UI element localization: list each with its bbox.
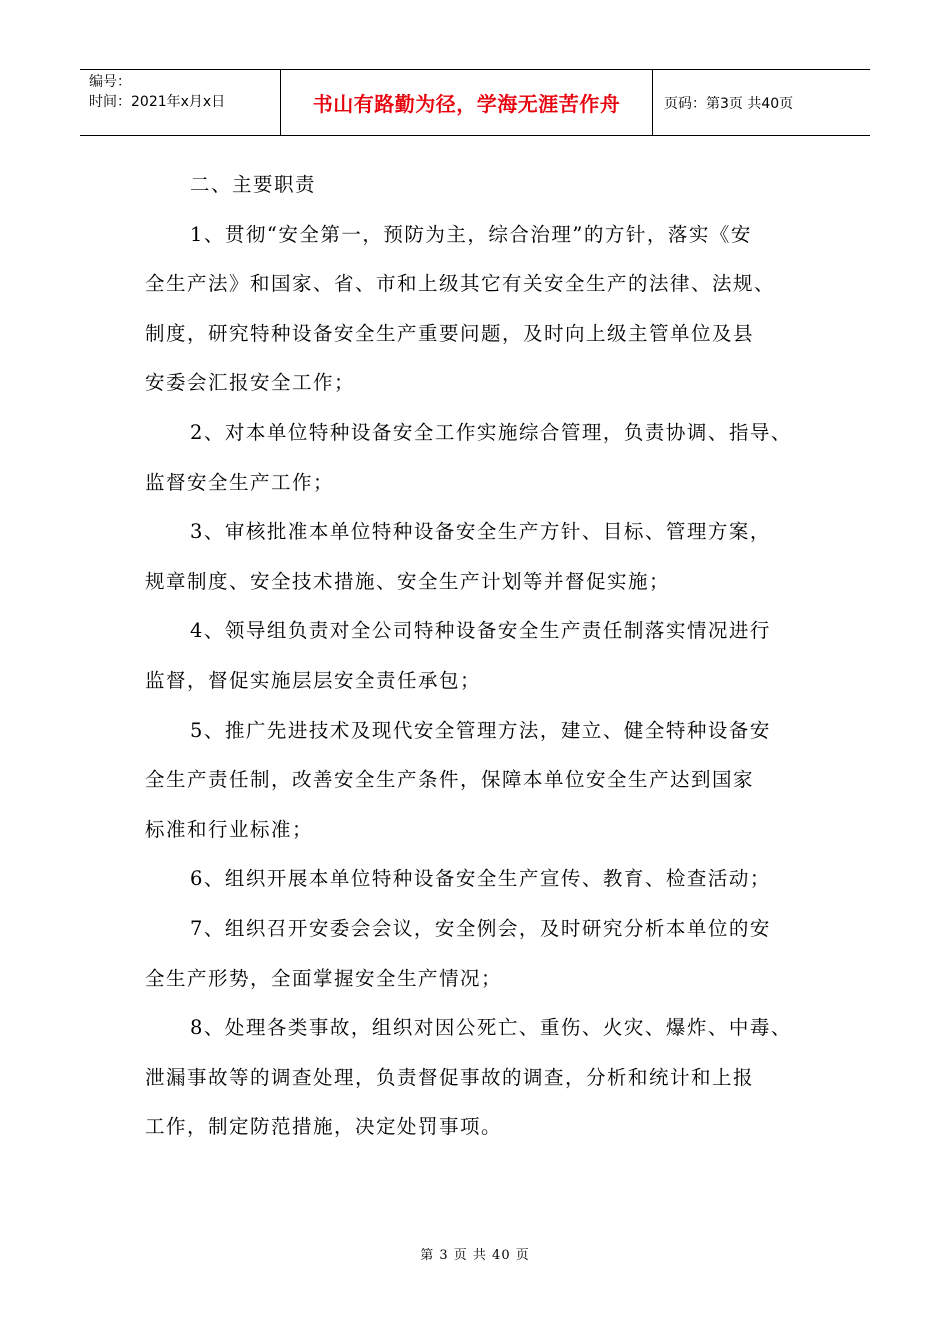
paragraph-line: 8、处理各类事故，组织对因公死亡、重伤、火灾、爆炸、中毒、 [190, 1016, 792, 1040]
duty-item-1 [145, 210, 810, 408]
duty-item-4 [145, 606, 810, 705]
paragraph-line: 7、组织召开安委会会议，安全例会，及时研究分析本单位的安 [190, 916, 771, 940]
duty-item-5 [145, 706, 810, 855]
header-motto: 书山有路勤为径，学海无涯苦作舟 [281, 70, 653, 135]
paragraph-line: 全生产形势，全面掌握安全生产情况； [145, 966, 503, 990]
paragraph-line: 监督安全生产工作； [145, 470, 335, 494]
paragraph-line: 3、审核批准本单位特种设备安全生产方针、目标、管理方案， [190, 520, 771, 544]
duty-item-8 [145, 1003, 810, 1152]
paragraph-line: 制度，研究特种设备安全生产重要问题，及时向上级主管单位及县 [145, 321, 755, 345]
header-page-info: 页码：第3页 共40页 [664, 95, 794, 112]
paragraph-line: 全生产责任制，改善安全生产条件，保障本单位安全生产达到国家 [145, 768, 755, 792]
paragraph-line: 全生产法》和国家、省、市和上级其它有关安全生产的法律、法规、 [145, 272, 776, 296]
duty-item-2 [145, 408, 810, 507]
paragraph-line: 安委会汇报安全工作； [145, 371, 356, 395]
page-footer: 第 3 页 共 40 页 [420, 1248, 530, 1263]
date-label: 时间：2021年x月x日 [89, 94, 226, 110]
document-body [145, 160, 810, 1152]
paragraph-line: 工作，制定防范措施，决定处罚事项。 [145, 1115, 503, 1139]
paragraph-line: 1、贯彻“安全第一，预防为主，综合治理”的方针，落实《安 [190, 222, 752, 246]
duty-item-7 [145, 904, 810, 1003]
page-header [80, 69, 870, 136]
paragraph-line: 监督，督促实施层层安全责任承包； [145, 668, 482, 692]
paragraph-line: 2、对本单位特种设备安全工作实施综合管理，负责协调、指导、 [190, 420, 792, 444]
paragraph-line: 5、推广先进技术及现代安全管理方法，建立、健全特种设备安 [190, 718, 771, 742]
header-meta [80, 70, 281, 135]
paragraph-line: 4、领导组负责对全公司特种设备安全生产责任制落实情况进行 [190, 619, 771, 643]
paragraph-line: 6、组织开展本单位特种设备安全生产宣传、教育、检查活动； [190, 867, 771, 891]
section-heading: 二、主要职责 [190, 173, 317, 196]
paragraph-line: 泄漏事故等的调查处理，负责督促事故的调查，分析和统计和上报 [145, 1065, 755, 1089]
serial-number-label: 编号： [89, 74, 131, 90]
duty-item-6 [145, 854, 810, 904]
duty-item-3 [145, 507, 810, 606]
paragraph-line: 标准和行业标准； [145, 817, 314, 841]
paragraph-line: 规章制度、安全技术措施、安全生产计划等并督促实施； [145, 569, 671, 593]
